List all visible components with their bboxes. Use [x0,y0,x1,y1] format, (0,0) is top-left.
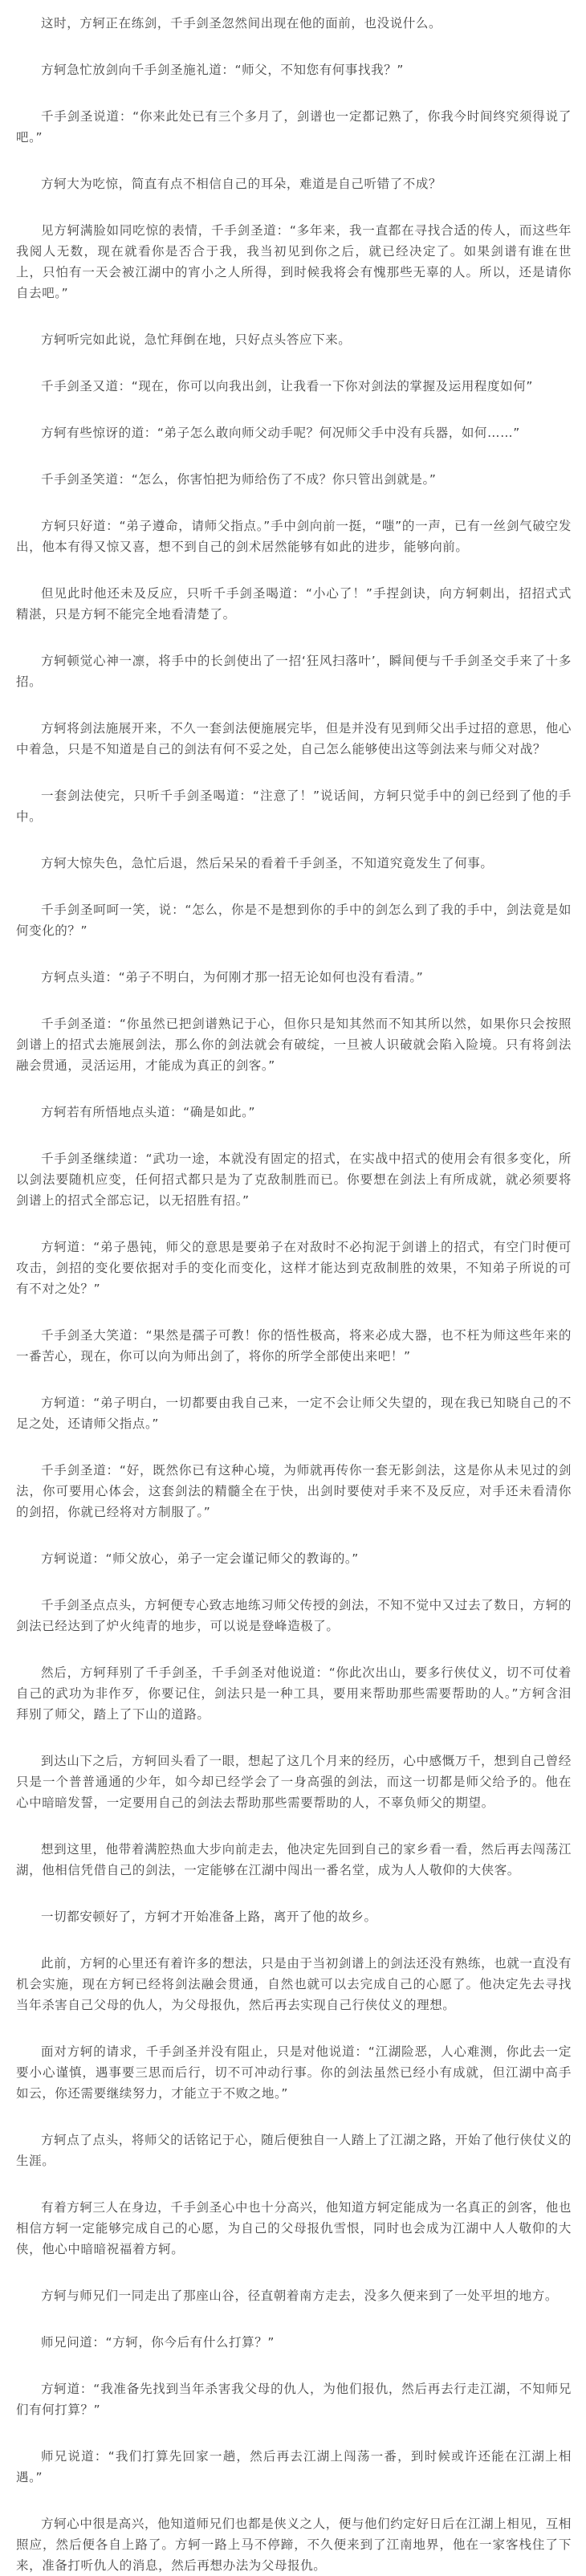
paragraph: 千手剑圣道：“你虽然已把剑谱熟记于心，但你只是知其然而不知其所以然，如果你只会按照剑谱上的招式去施展剑法，那么你的剑法就会有破绽，一旦被人识破就会陷入险境。只有将剑法融会贯通，灵活运用，才能成为真正的剑客。” [16,1017,572,1073]
paragraph: 方轲大为吃惊，简直有点不相信自己的耳朵，难道是自己听错了不成？ [41,177,442,191]
paragraph: 千手剑圣笑道：“怎么，你害怕把为师给伤了不成？你只管出剑就是。” [41,472,437,487]
paragraph: 方轲有些惊讶的道：“弟子怎么敢向师父动手呢？何况师父手中没有兵器，如何……” [41,426,520,440]
paragraph: 方轲道：“弟子明白，一切都要由我自己来，一定不会让师父失望的，现在我已知晓自己的不足之处，还请师父指点。” [16,1396,572,1431]
paragraph: 见方轲满脸如同吃惊的表情，千手剑圣道：“多年来，我一直都在寻找合适的传人，而这些年我阅人无数，现在就看你是否合于我，我当初见到你之后，就已经决定了。如果剑谱有谁在世上，只怕有一天会被江湖中的宵小之人所得，到时候我将会有愧那些无辜的人。所以，还是请你自去吧。” [16,223,572,300]
paragraph: 方轲将剑法施展开来，不久一套剑法便施展完毕，但是并没有见到师父出手过招的意思，他心中着急，只是不知道是自己的剑法有何不妥之处，自己怎么能够使出这等剑法来与师父对战？ [16,721,572,756]
paragraph: 方轲只好道：“弟子遵命，请师父指点。”手中剑向前一挺，“嗤”的一声，已有一丝剑气破空发出，他本有得又惊又喜，想不到自己的剑术居然能够有如此的进步，能够向前。 [16,519,572,554]
paragraph: 千手剑圣说道：“你来此处已有三个多月了，剑谱也一定都记熟了，你我今时间终究须得说了吧。” [16,109,572,145]
paragraph: 方轲急忙放剑向千手剑圣施礼道：“师父，不知您有何事找我？” [41,63,404,77]
paragraph: 千手剑圣大笑道：“果然是孺子可教！你的悟性极高，将来必成大器，也不枉为师这些年来的一番苦心，现在，你可以向为师出剑了，将你的所学全部使出来吧！” [16,1328,572,1363]
paragraph: 方轲顿觉心神一凛，将手中的长剑使出了一招‘狂风扫落叶’，瞬间便与千手剑圣交手来了十多招。 [16,654,572,689]
paragraph: 一切都安顿好了，方轲才开始准备上路，离开了他的故乡。 [41,1910,377,1924]
paragraph: 然后，方轲拜别了千手剑圣，千手剑圣对他说道：“你此次出山，要多行侠仗义，切不可仗着自己的武功为非作歹，你要记住，剑法只是一种工具，要用来帮助那些需要帮助的人。”方轲含泪拜别了师父，踏上了下山的道路。 [16,1665,572,1722]
paragraph: 一套剑法使完，只听千手剑圣喝道：“注意了！”说话间，方轲只觉手中的剑已经到了他的手中。 [16,789,572,824]
paragraph: 千手剑圣点点头，方轲便专心致志地练习师父传授的剑法，不知不觉中又过去了数日，方轲的剑法已经达到了炉火纯青的地步，可以说是登峰造极了。 [16,1598,572,1633]
paragraph: 师兄问道：“方轲，你今后有什么打算？” [41,2335,275,2350]
paragraph: 此前，方轲的心里还有着许多的想法，只是由于当初剑谱上的剑法还没有熟练，也就一直没有机会实施，现在方轲已经将剑法融会贯通，自然也就可以去完成自己的心愿了。他决定先去寻找当年杀害自己父母的仇人，为父母报仇，然后再去实现自己行侠仗义的理想。 [16,1956,572,2012]
paragraph: 师兄说道：“我们打算先回家一趟，然后再去江湖上闯荡一番，到时候或许还能在江湖上相遇。” [16,2449,572,2484]
paragraph: 这时，方轲正在练剑，千手剑圣忽然间出现在他的面前，也没说什么。 [41,16,442,31]
article-body [16,13,572,2576]
paragraph: 有着方轲三人在身边，千手剑圣心中也十分高兴，他知道方轲定能成为一名真正的剑客，他也相信方轲一定能够完成自己的心愿，为自己的父母报仇雪恨，同时也会成为江湖中人人敬仰的大侠，他心中暗暗祝福着方轲。 [16,2200,572,2256]
paragraph: 到达山下之后，方轲回头看了一眼，想起了这几个月来的经历，心中感慨万千，想到自己曾经只是一个普普通通的少年，如今却已经学会了一身高强的剑法，而这一切都是师父给予的。他在心中暗暗发誓，一定要用自己的剑法去帮助那些需要帮助的人，不辜负师父的期望。 [16,1754,572,1810]
paragraph: 面对方轲的请求，千手剑圣并没有阻止，只是对他说道：“江湖险恶，人心难测，你此去一定要小心谨慎，遇事要三思而后行，切不可冲动行事。你的剑法虽然已经小有成就，但江湖中高手如云，你还需要继续努力，才能立于不败之地。” [16,2044,572,2101]
paragraph: 千手剑圣道：“好，既然你已有这种心境，为师就再传你一套无影剑法，这是你从未见过的剑法，你可要用心体会，这套剑法的精髓全在于快，出剑时要使对手来不及反应，对手还未看清你的剑招，你就已经将对方制服了。” [16,1463,572,1519]
paragraph: 方轲点了点头，将师父的话铭记于心，随后便独自一人踏上了江湖之路，开始了他行侠仗义的生涯。 [16,2133,572,2168]
paragraph: 但见此时他还未及反应，只听千手剑圣喝道：“小心了！”手捏剑诀，向方轲刺出，招招式式精湛，只是方轲不能完全地看清楚了。 [16,586,572,622]
paragraph: 方轲说道：“师父放心，弟子一定会谨记师父的教诲的。” [41,1551,359,1566]
paragraph: 千手剑圣又道：“现在，你可以向我出剑，让我看一下你对剑法的掌握及运用程度如何” [41,379,533,393]
paragraph: 想到这里，他带着满腔热血大步向前走去，他决定先回到自己的家乡看一看，然后再去闯荡江湖，他相信凭借自己的剑法，一定能够在江湖中闯出一番名堂，成为人人敬仰的大侠客。 [16,1842,572,1877]
paragraph: 方轲道：“我准备先找到当年杀害我父母的仇人，为他们报仇，然后再去行走江湖，不知师兄们有何打算？” [16,2382,572,2417]
paragraph: 方轲道：“弟子愚钝，师父的意思是要弟子在对敌时不必拘泥于剑谱上的招式，有空门时便可攻击，剑招的变化要依据对手的变化而变化，这样才能达到克敌制胜的效果，不知弟子所说的可有不对之处？” [16,1240,572,1296]
paragraph: 千手剑圣继续道：“武功一途，本就没有固定的招式，在实战中招式的使用会有很多变化，所以剑法要随机应变，任何招式都只是为了克敌制胜而已。你要想在剑法上有所成就，就必须要将剑谱上的招式全部忘记，以无招胜有招。” [16,1151,572,1208]
paragraph: 方轲听完如此说，急忙拜倒在地，只好点头答应下来。 [41,332,352,347]
paragraph: 千手剑圣呵呵一笑，说：“怎么，你是不是想到你的手中的剑怎么到了我的手中，剑法竟是如何变化的？” [16,903,572,938]
paragraph: 方轲若有所悟地点头道：“确是如此。” [41,1105,256,1119]
paragraph: 方轲大惊失色，急忙后退，然后呆呆的看着千手剑圣，不知道究竟发生了何事。 [41,856,494,870]
paragraph: 方轲心中很是高兴，他知道师兄们也都是侠义之人，便与他们约定好日后在江湖上相见，互相照应，然后便各自上路了。方轲一路上马不停蹄，不久便来到了江南地界，他在一家客栈住了下来，准备打听仇人的消息，然后再想办法为父母报仇。 [16,2517,572,2573]
paragraph: 方轲点头道：“弟子不明白，为何刚才那一招无论如何也没有看清。” [41,970,424,984]
paragraph: 方轲与师兄们一同走出了那座山谷，径直朝着南方走去，没多久便来到了一处平坦的地方。 [41,2289,559,2303]
